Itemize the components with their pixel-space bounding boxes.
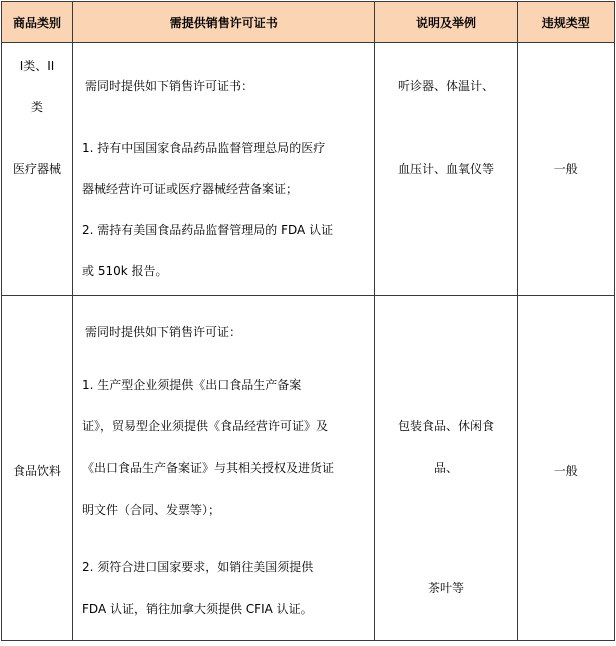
requirement-line: 1. 生产型企业须提供《出口食品生产备案 [82, 378, 302, 392]
category-line: I类、II [19, 59, 55, 73]
violation-type: 一般 [553, 162, 578, 176]
requirement-line: FDA 认证，销往加拿大须提供 CFIA 认证。 [82, 602, 313, 616]
header-examples: 说明及举例 [375, 2, 517, 43]
example-line: 听诊器、体温计、 [398, 79, 495, 93]
table-row [2, 296, 615, 641]
header-requirements: 需提供销售许可证书 [73, 2, 375, 43]
requirement-line: 1. 持有中国国家食品药品监督管理总局的医疗 [82, 141, 326, 155]
requirement-line: 明文件（合同、发票等）； [82, 503, 221, 517]
requirement-line: 2. 须符合进口国家要求，如销往美国须提供 [82, 560, 314, 574]
requirements-cell [73, 43, 375, 296]
table-row [2, 43, 615, 296]
violation-cell [517, 43, 614, 296]
license-table [1, 1, 615, 641]
example-line: 茶叶等 [428, 581, 465, 595]
examples-cell [375, 296, 517, 641]
header-row [2, 2, 615, 43]
requirement-line: 器械经营许可证或医疗器械经营备案证； [82, 182, 299, 196]
example-line: 品、 [434, 461, 459, 475]
header-category: 商品类别 [2, 2, 73, 43]
example-line: 包装食品、休闲食 [398, 419, 495, 433]
category-cell [2, 296, 73, 641]
requirements-intro: 需同时提供如下销售许可证书： [85, 79, 254, 93]
category-cell [2, 43, 73, 296]
violation-cell [517, 296, 614, 641]
requirement-line: 证》，贸易型企业须提供《食品经营许可证》及 [82, 419, 329, 433]
requirement-line: 或 510k 报告。 [82, 264, 168, 278]
examples-cell [375, 43, 517, 296]
category-line: 医疗器械 [13, 162, 62, 176]
example-line: 血压计、血氧仪等 [398, 162, 495, 176]
requirement-line: 2. 需持有美国食品药品监督管理局的 FDA 认证 [82, 223, 334, 237]
category-line: 食品饮料 [13, 464, 62, 478]
requirements-intro: 需同时提供如下销售许可证： [85, 325, 242, 339]
requirements-cell [73, 296, 375, 641]
header-violation: 违规类型 [517, 2, 614, 43]
category-line: 类 [31, 100, 44, 114]
requirement-line: 《出口食品生产备案证》与其相关授权及进货证 [82, 461, 335, 475]
violation-type: 一般 [553, 464, 578, 478]
